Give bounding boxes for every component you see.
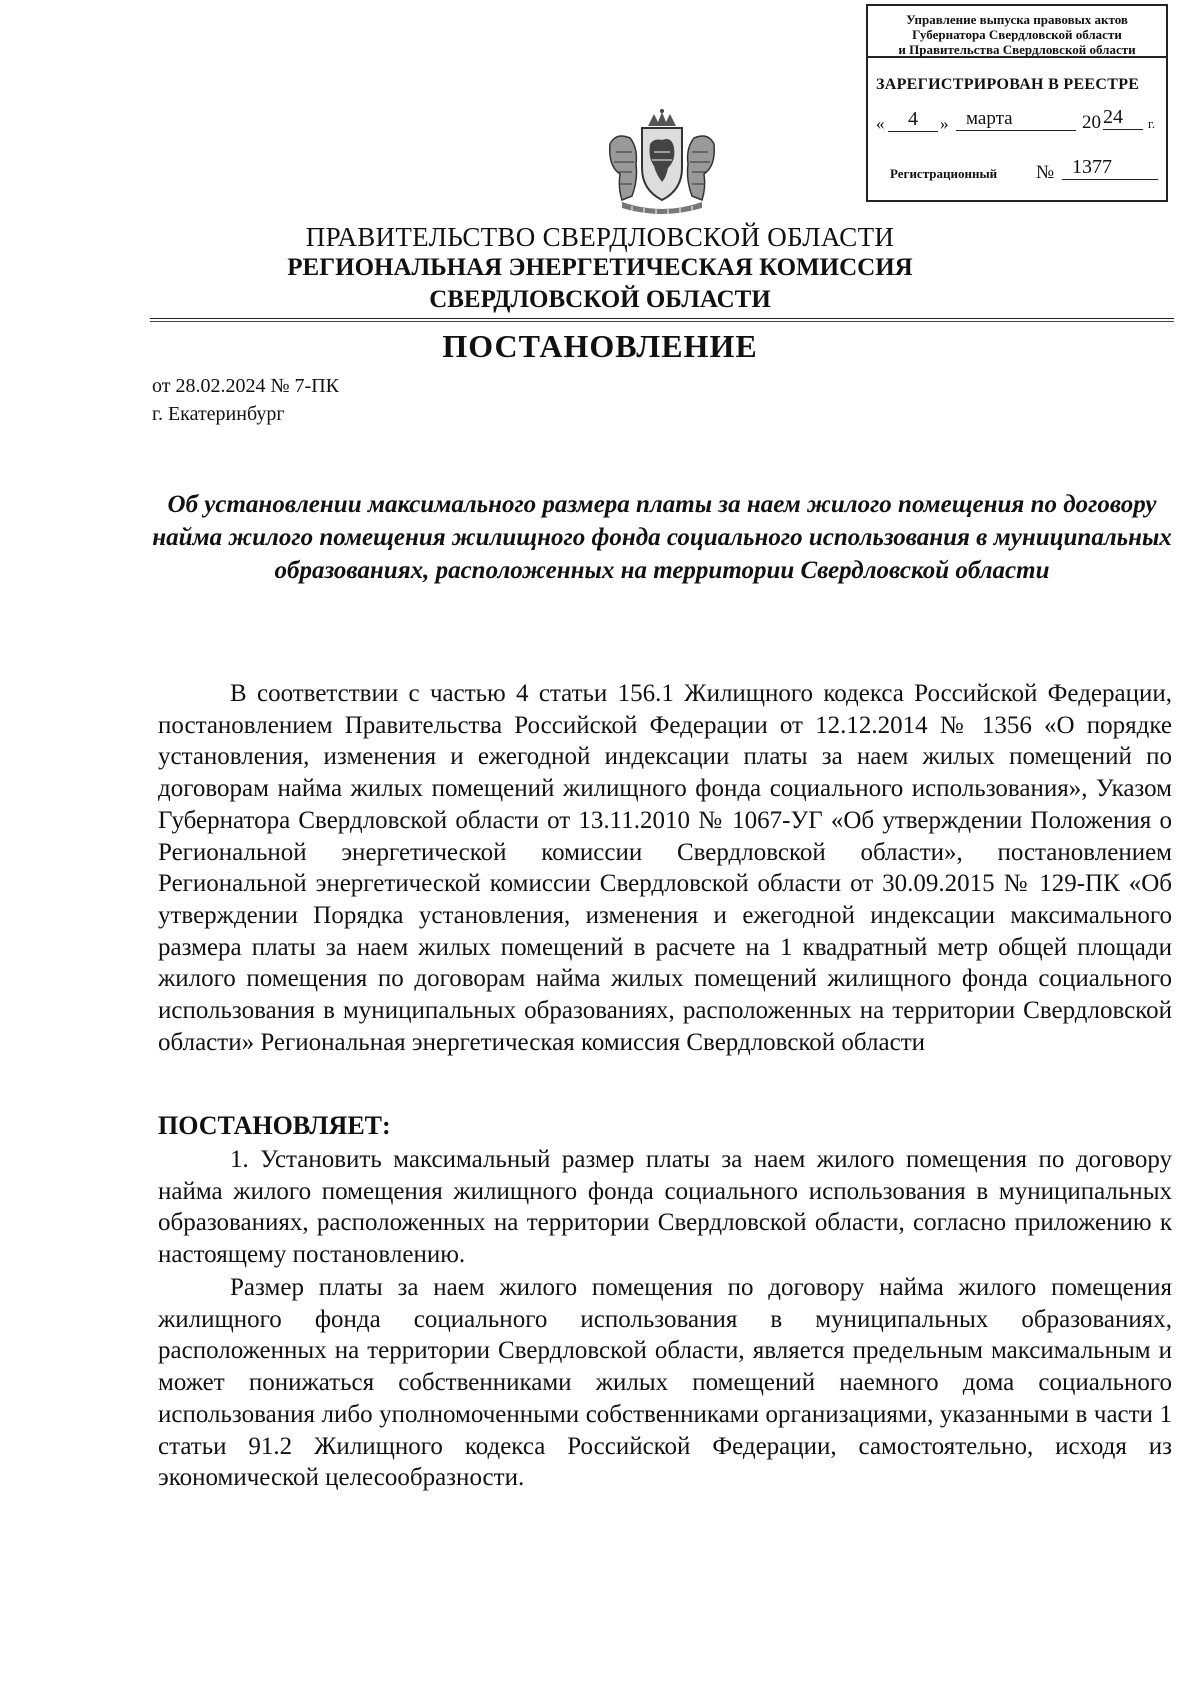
header-divider [150, 318, 1174, 319]
commission-name-line2: СВЕРДЛОВСКОЙ ОБЛАСТИ [429, 286, 771, 313]
stamp-date [876, 106, 1162, 142]
document-meta [152, 372, 339, 428]
stamp-reg-label: Регистрационный [890, 166, 998, 181]
stamp-org-line: Губернатора Свердловской области [912, 27, 1122, 42]
stamp-year-abbr: г. [1148, 116, 1156, 131]
government-name: ПРАВИТЕЛЬСТВО СВЕРДЛОВСКОЙ ОБЛАСТИ [305, 222, 895, 252]
document-date-number: от 28.02.2024 № 7-ПК [152, 375, 340, 397]
stamp-org-line: и Правительства Свердловской области [898, 42, 1136, 57]
preamble-paragraph: В соответствии с частью 4 статьи 156.1 Жилищного кодекса Российской Федерации, постановлением Правительства Российской Федерации от 12.12.2014 № 1356 «О порядке установления, изменения и ежегодной индексации платы за наем жилых помещений по договорам найма жилых помещений жилищного фонда социального использования», Указом Губернатора Свердловской области от 13.11.2010 № 1067-УГ «Об утверждении Положения о Региональной энергетической комиссии Свердловской области», постановлением Региональной энергетической комиссии Свердловской области от 30.09.2015 № 129-ПК «Об утверждении Порядка установления, изменения и ежегодной индексации максимального размера платы за наем жилых помещений в расчете на 1 квадратный метр общей площади жилого помещения по договорам найма жилых помещений жилищного фонда социального использования в муниципальных образованиях, расположенных на территории Свердловской области» Региональная энергетическая комиссия Свердловской области [158, 680, 1172, 1056]
coat-of-arms-icon [592, 108, 732, 216]
item-1-paragraph: 1. Установить максимальный размер платы за наем жилого помещения по договору найма жилого помещения жилищного фонда социального использования в муниципальных образованиях, расположенных на территории Свердловской области, согласно приложению к настоящему постановлению. [158, 1146, 1172, 1269]
document-title: Об установлении максимального размера платы за наем жилого помещения по договору найма жилого помещения жилищного фонда социального использования в муниципальных образованиях, расположенных на территории Свердловской области [152, 491, 1172, 584]
stamp-reg-number: 1377 [1062, 156, 1158, 180]
stamp-org-line: Управление выпуска правовых актов [906, 12, 1128, 27]
stamp-quote-open: « [876, 114, 885, 133]
document-type: ПОСТАНОВЛЕНИЕ [442, 328, 758, 364]
document-city: г. Екатеринбург [152, 403, 285, 425]
stamp-registered-label: ЗАРЕГИСТРИРОВАН В РЕЕСТРЕ [876, 76, 1140, 93]
stamp-quote-close: » [940, 114, 949, 133]
stamp-header [868, 6, 1166, 58]
stamp-month: марта [956, 108, 1076, 131]
commission-name-line1: РЕГИОНАЛЬНАЯ ЭНЕРГЕТИЧЕСКАЯ КОМИССИЯ [287, 254, 913, 281]
decree-word: ПОСТАНОВЛЯЕТ: [158, 1111, 391, 1140]
stamp-registration-number [890, 156, 1160, 190]
stamp-day: 4 [888, 108, 938, 132]
stamp-year-suffix: 24 [1103, 106, 1143, 130]
stamp-year-prefix: 20 [1082, 112, 1101, 133]
stamp-number-sign: № [1036, 162, 1055, 183]
registration-stamp [866, 4, 1168, 202]
header-divider [150, 321, 1174, 322]
item-1-note-paragraph: Размер платы за наем жилого помещения по договору найма жилого помещения жилищного фонда социального использования в муниципальных образованиях, расположенных на территории Свердловской области, является предельным максимальным и может понижаться собственниками жилых помещений наемного дома социального использования либо уполномоченными собственниками организациями, указанными в части 1 статьи 91.2 Жилищного кодекса Российской Федерации, самостоятельно, исходя из экономической целесообразности. [158, 1274, 1172, 1492]
